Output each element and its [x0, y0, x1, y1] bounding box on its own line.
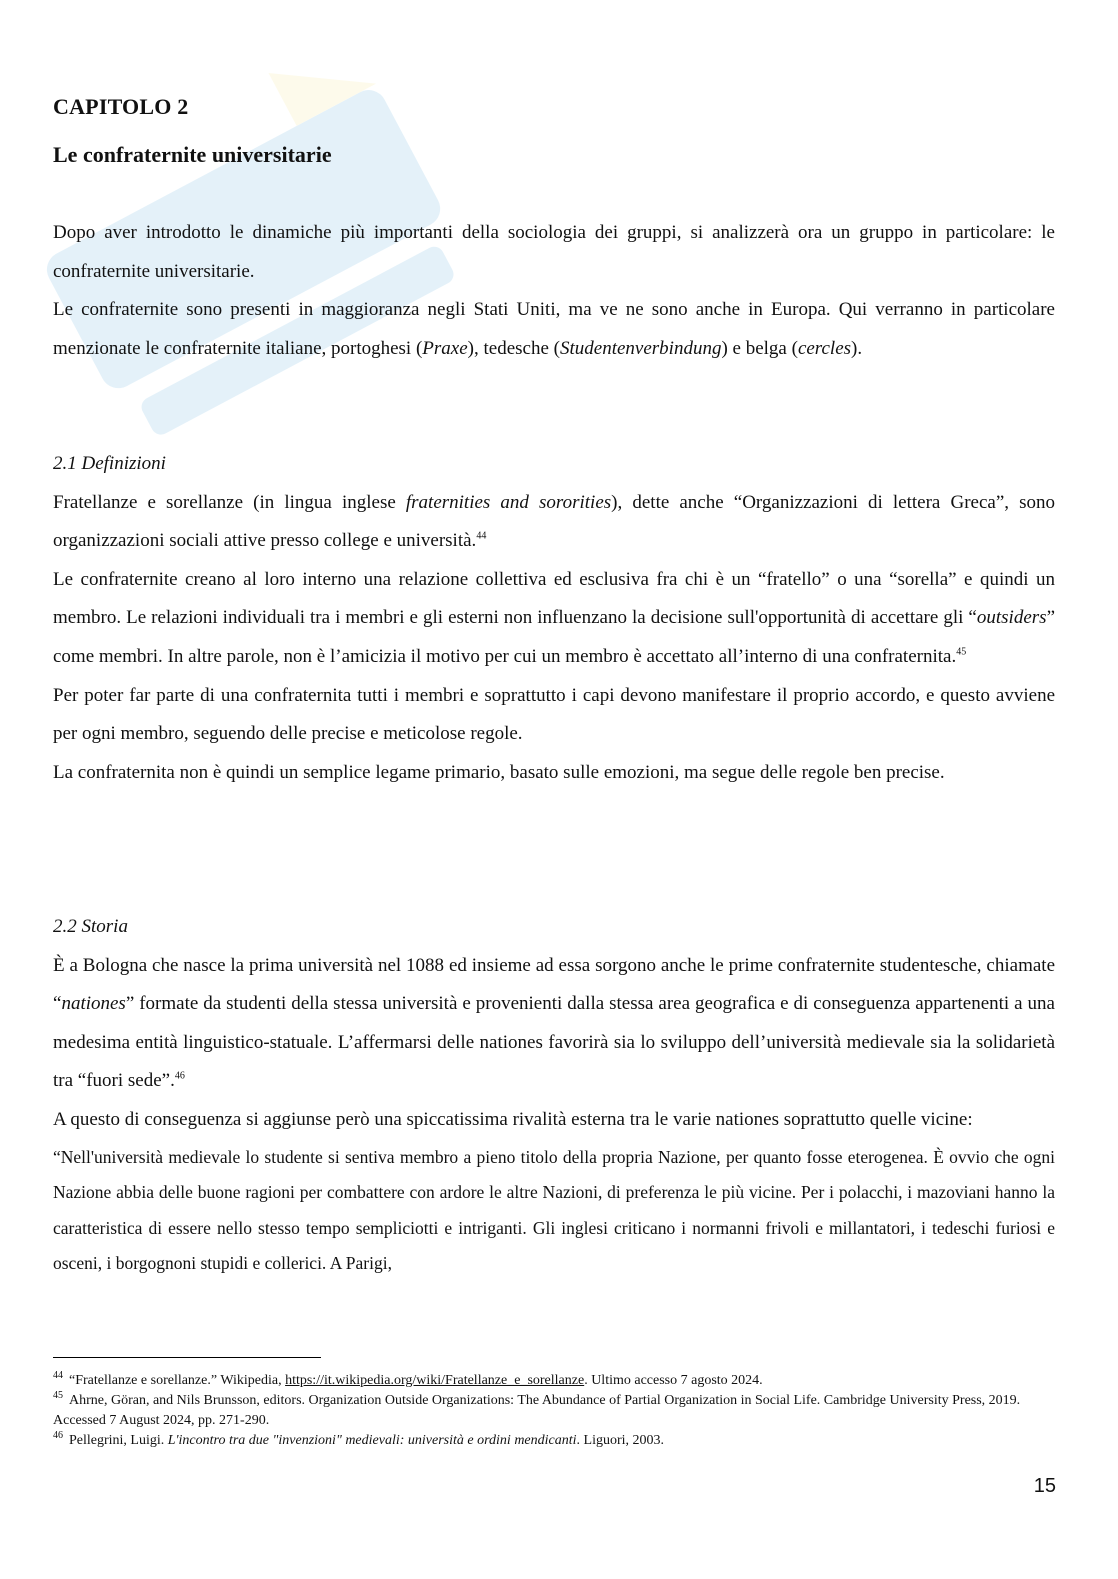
- storia-paragraph-1: È a Bologna che nasce la prima università nel 1088 ed insieme ad essa sorgono anche le prime confraternite studentesche, chiamate “nationes” formate da studenti della stessa università e provenienti dalla stessa area geografica e di conseguenza appartenenti a una medesima entità linguistico-statuale. L’affermarsi delle nationes favorirà sia lo sviluppo dell’università medievale sia la solidarietà tra “fuori sede”.$^{46}$: [53, 954, 1055, 1092]
- footnote-ref-44[interactable]: 44: [476, 530, 487, 542]
- footnote-ref-45[interactable]: 45: [956, 646, 967, 658]
- section-storia: [53, 908, 1055, 1282]
- section-definizioni: [53, 445, 1055, 792]
- definizioni-paragraph-3: Per poter far parte di una confraternita tutti i membri e soprattutto i capi devono manifestare il proprio accordo, e questo avviene per ogni membro, seguendo delle precise e meticolose regole.: [53, 684, 1055, 745]
- section-title-definizioni: 2.1 Definizioni: [53, 453, 166, 474]
- page-number: 15: [1033, 1475, 1056, 1497]
- storia-paragraph-2: A questo di conseguenza si aggiunse però una spiccatissima rivalità esterna tra le varie nationes soprattutto quelle vicine:: [53, 1108, 973, 1130]
- chapter-title: Le confraternite universitarie: [53, 142, 332, 167]
- intro-paragraph-1: Dopo aver introdotto le dinamiche più importanti della sociologia dei gruppi, si analizzerà ora un gruppo in particolare: le confraternite universitarie.: [53, 222, 1055, 282]
- section-title-storia: 2.2 Storia: [53, 916, 128, 937]
- definizioni-paragraph-2: Le confraternite creano al loro interno una relazione collettiva ed esclusiva fra chi è un “fratello” o una “sorella” e quindi un membro. Le relazioni individuali tra i membri e gli esterni non influenzano la decisione sull'opportunità di accettare gli “outsiders” come membri. In altre parole, non è l’amicizia il motivo per cui un membro è accettato all’interno di una confraternita.$^{45}$: [53, 568, 1055, 667]
- footnote-44-link[interactable]: https://it.wikipedia.org/wiki/Fratellanze_e_sorellanze: [285, 1373, 585, 1388]
- footnote-44: $^{44}$ “Fratellanze e sorellanze.” Wikipedia, https://it.wikipedia.org/wiki/Fratellanze_e_sorellanze. Ultimo accesso 7 agosto 2024.: [53, 1370, 763, 1388]
- storia-quote: “Nell'università medievale lo studente si sentiva membro a pieno titolo della propria Nazione, per quanto fosse eterogenea. È ovvio che ogni Nazione abbia delle buone ragioni per combattere con ardore le altre Nazioni, di preferenza le più vicine. Per i polacchi, i mazoviani hanno la caratteristica di essere nello stesso tempo sempliciotti e intriganti. Gli inglesi criticano i normanni frivoli e millantatori, i tedeschi furiosi e osceni, i borgognoni stupidi e collerici. A Parigi,: [53, 1146, 1055, 1274]
- footnotes: [53, 1371, 1055, 1451]
- intro-paragraph-2: Le confraternite sono presenti in maggioranza negli Stati Uniti, ma ve ne sono anche in Europa. Qui verranno in particolare menzionate le confraternite italiane, portoghesi (Praxe), tedesche (Studentenverbindung) e belga (cercles).: [53, 299, 1055, 359]
- footnote-46: $^{46}$ Pellegrini, Luigi. L'incontro tra due "invenzioni" medievali: università e ordini mendicanti. Liguori, 2003.: [53, 1430, 665, 1448]
- definizioni-paragraph-4: La confraternita non è quindi un semplice legame primario, basato sulle emozioni, ma segue delle regole ben precise.: [53, 761, 945, 783]
- footnote-divider: [53, 1357, 321, 1358]
- footnote-45: $^{45}$ Ahrne, Göran, and Nils Brunsson, editors. Organization Outside Organizations: The Abundance of Partial Organization in Social Life. Cambridge University Press, 2019. Accessed 7 August 2024, pp. 271-290.: [53, 1390, 1021, 1428]
- definizioni-paragraph-1: Fratellanze e sorellanze (in lingua inglese fraternities and sororities), dette anche “Organizzazioni di lettera Greca”, sono organizzazioni sociali attive presso college e università.$^{44}$: [53, 491, 1055, 552]
- chapter-number: CAPITOLO 2: [53, 94, 189, 119]
- intro-section: [53, 214, 1055, 368]
- footnote-ref-46[interactable]: 46: [174, 1071, 185, 1083]
